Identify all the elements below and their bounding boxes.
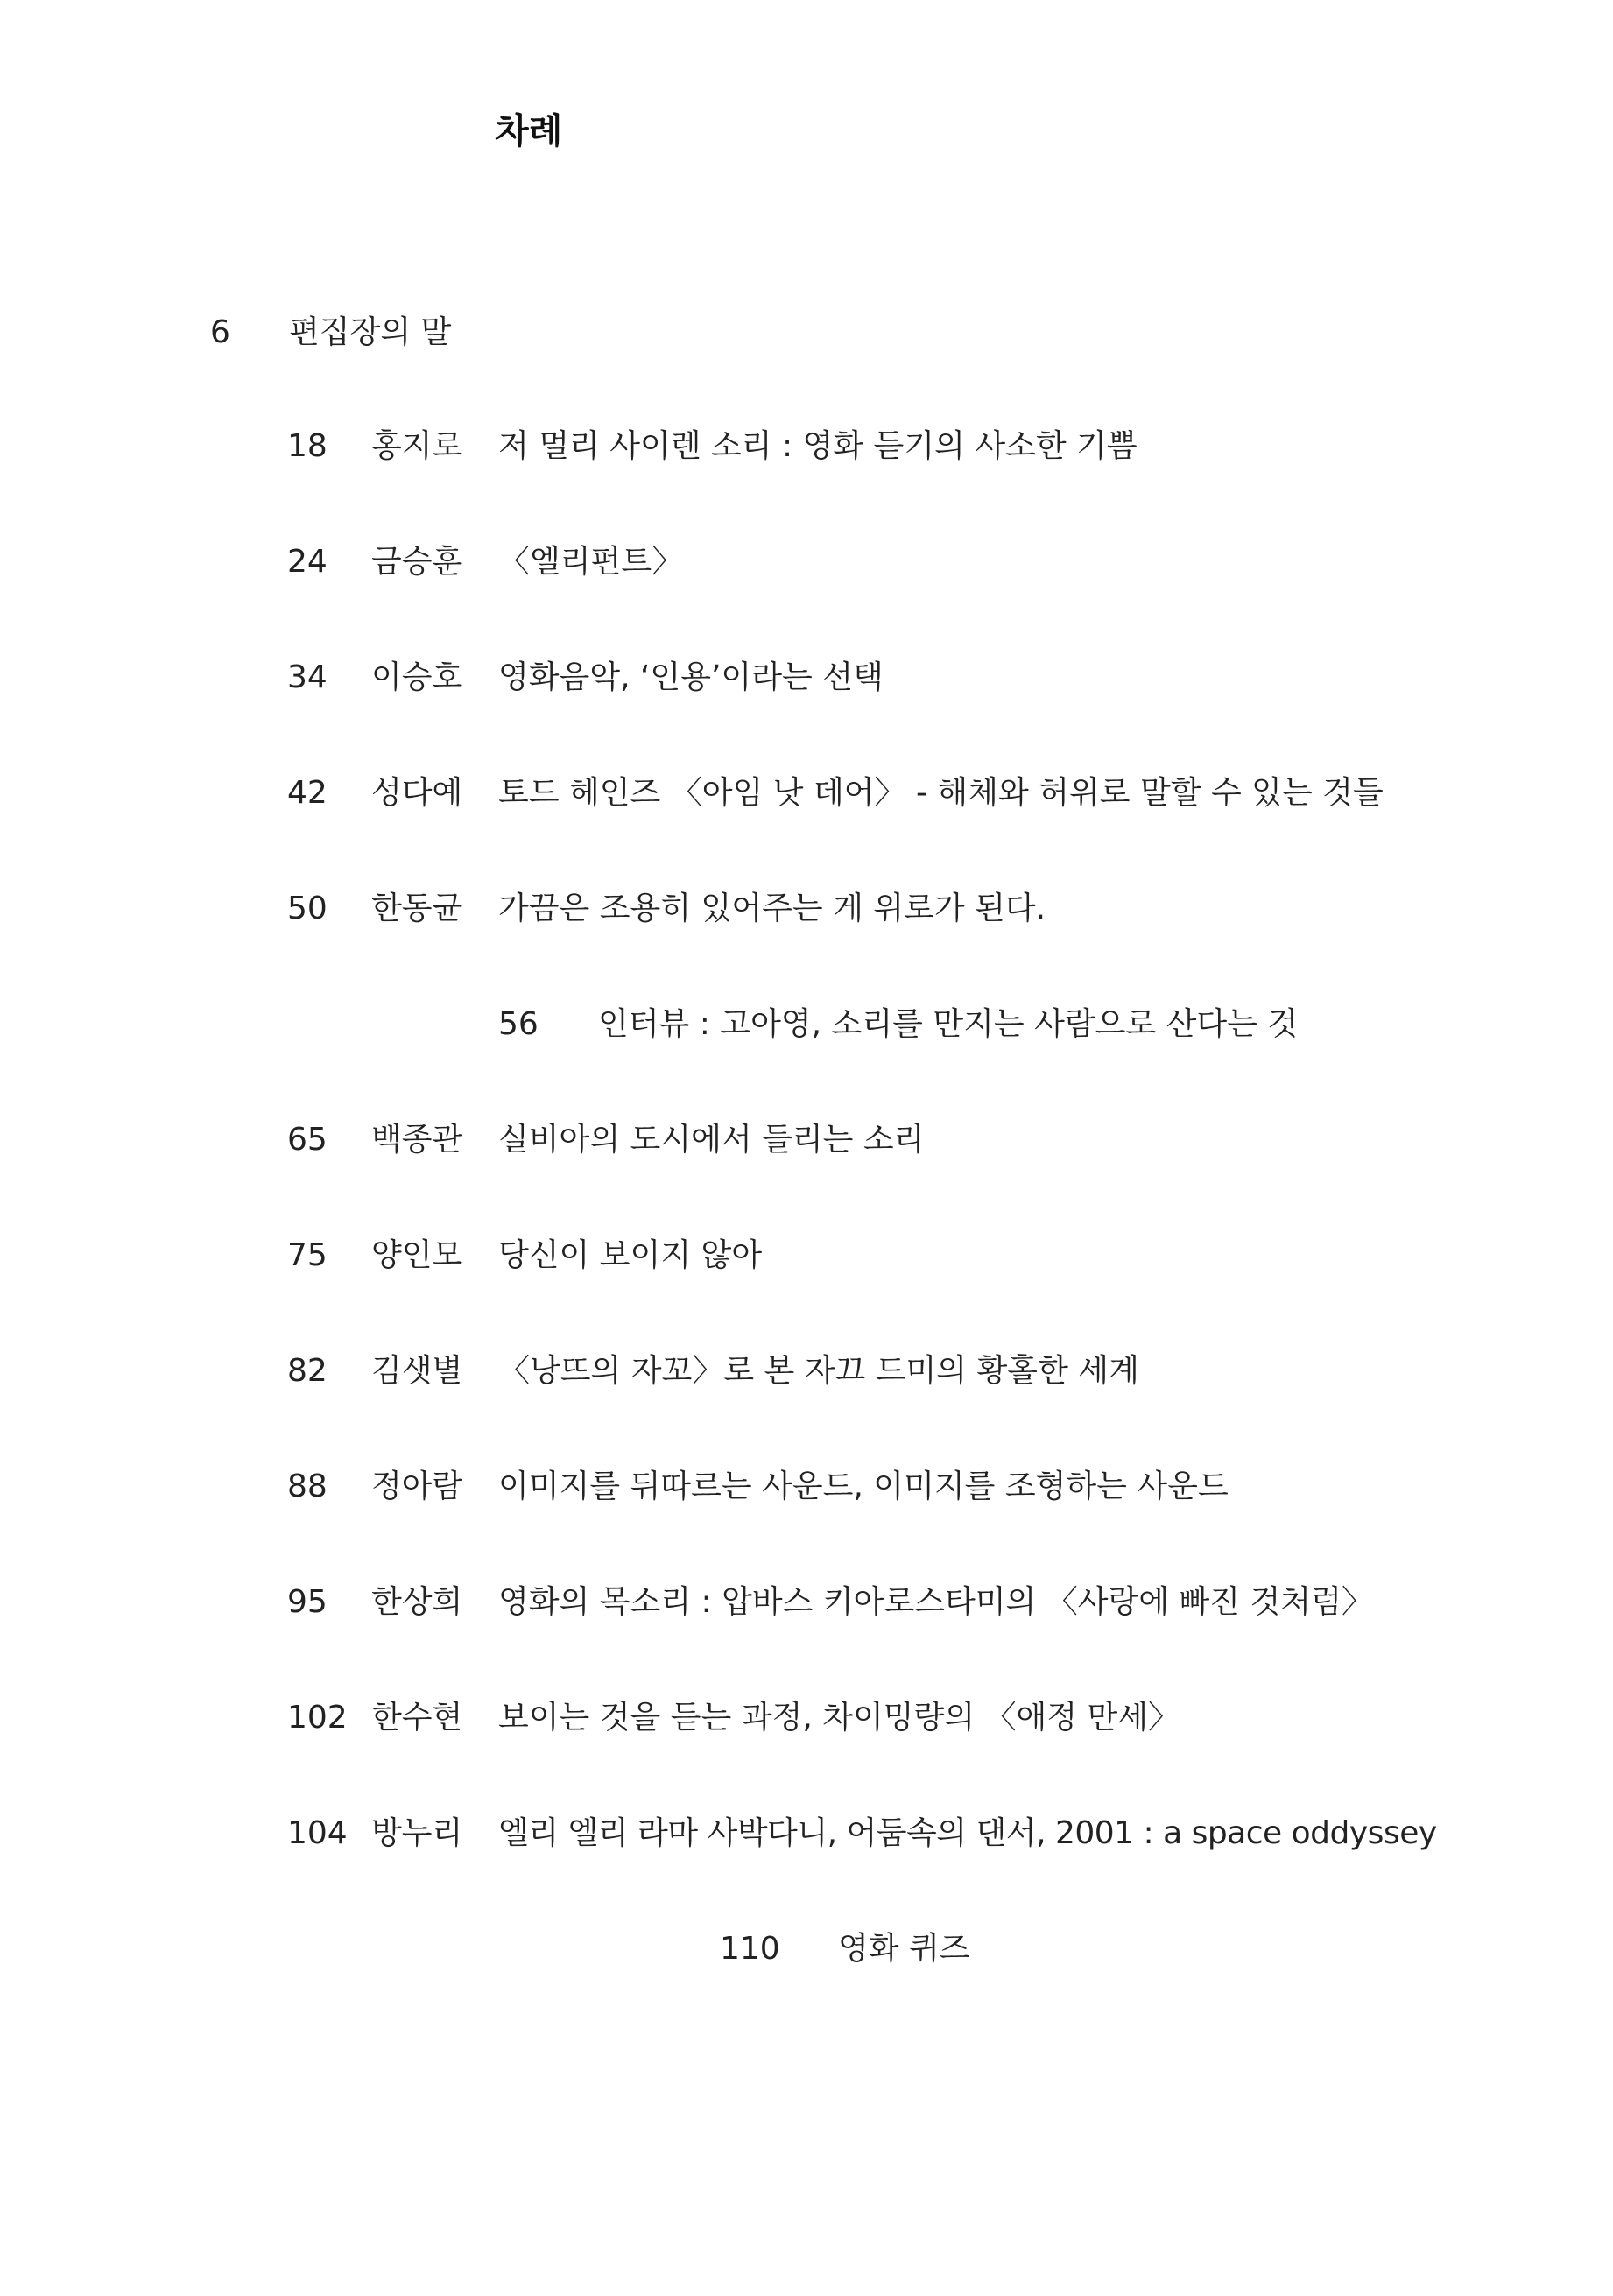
toc-page-number: 104: [287, 1815, 348, 1851]
toc-quiz: [720, 1923, 1158, 1976]
toc-essay-title: 가끔은 조용히 있어주는 게 위로가 된다.: [498, 891, 1046, 926]
toc-entry: [287, 767, 1513, 820]
toc-author: 백종관: [371, 1122, 463, 1158]
toc-page-number: 6: [210, 314, 230, 350]
toc-entry: [287, 1576, 1513, 1629]
toc-entry: [287, 651, 1513, 704]
toc-page-number: 82: [287, 1353, 328, 1389]
toc-essay-title: 실비아의 도시에서 들리는 소리: [498, 1122, 925, 1158]
toc-author: 한상희: [371, 1584, 463, 1620]
toc-entry: [287, 1114, 1513, 1166]
toc-page-number: 50: [287, 891, 328, 926]
toc-interview: [498, 998, 1549, 1051]
toc-author: 방누리: [371, 1815, 463, 1851]
toc-page-number: 65: [287, 1122, 328, 1158]
toc-author: 김샛별: [371, 1353, 463, 1389]
toc-essay-title: 보이는 것을 듣는 과정, 차이밍량의 〈애정 만세〉: [498, 1700, 1180, 1736]
toc-essay-title: 당신이 보이지 않아: [498, 1237, 763, 1273]
toc-page-number: 34: [287, 659, 328, 695]
toc-entry: [287, 883, 1513, 935]
toc-author: 금승훈: [371, 544, 463, 580]
page-title: 차례: [495, 111, 563, 151]
toc-page-number: 56: [498, 1006, 539, 1042]
toc-essay-title: 이미지를 뒤따르는 사운드, 이미지를 조형하는 사운드: [498, 1468, 1229, 1504]
toc-entry: [287, 536, 1513, 588]
toc-preface-title: 편집장의 말: [289, 314, 452, 350]
toc-entry: [287, 1807, 1557, 1860]
toc-entry: [287, 1345, 1513, 1398]
toc-essay-title: 〈낭뜨의 자꼬〉로 본 자끄 드미의 황홀한 세계: [498, 1353, 1139, 1389]
toc-page-number: 102: [287, 1700, 348, 1736]
toc-interview-title: 인터뷰 : 고아영, 소리를 만지는 사람으로 산다는 것: [598, 1006, 1299, 1042]
toc-author: 홍지로: [371, 428, 463, 464]
toc-entry: [287, 1692, 1513, 1744]
toc-page-number: 95: [287, 1584, 328, 1620]
toc-quiz-title: 영화 퀴즈: [838, 1931, 970, 1967]
toc-essay-title: 엘리 엘리 라마 사박다니, 어둠속의 댄서, 2001 : a space oddyssey: [498, 1815, 1437, 1851]
toc-author: 한동균: [371, 891, 463, 926]
toc-page-number: 110: [720, 1931, 780, 1967]
toc-author: 정아람: [371, 1468, 463, 1504]
toc-page-number: 42: [287, 775, 328, 811]
toc-essay-title: 토드 헤인즈 〈아임 낫 데어〉 - 해체와 허위로 말할 수 있는 것들: [498, 775, 1384, 811]
toc-author: 양인모: [371, 1237, 463, 1273]
toc-page-number: 24: [287, 544, 328, 580]
toc-author: 성다예: [371, 775, 463, 811]
toc-entry: [287, 420, 1513, 473]
toc-page-number: 88: [287, 1468, 328, 1504]
toc-entry: [287, 1229, 1513, 1282]
toc-essay-title: 저 멀리 사이렌 소리 : 영화 듣기의 사소한 기쁨: [498, 428, 1138, 464]
toc-page-number: 18: [287, 428, 328, 464]
toc-essay-title: 영화의 목소리 : 압바스 키아로스타미의 〈사랑에 빠진 것처럼〉: [498, 1584, 1373, 1620]
toc-essay-title: 〈엘리펀트〉: [498, 544, 684, 580]
toc-essay-title: 영화음악, ‘인용’이라는 선택: [498, 659, 884, 695]
toc-author: 이승호: [371, 659, 463, 695]
toc-author: 한수현: [371, 1700, 463, 1736]
toc-entry: [287, 1461, 1513, 1513]
toc-preface: [210, 306, 560, 359]
toc-page-number: 75: [287, 1237, 328, 1273]
